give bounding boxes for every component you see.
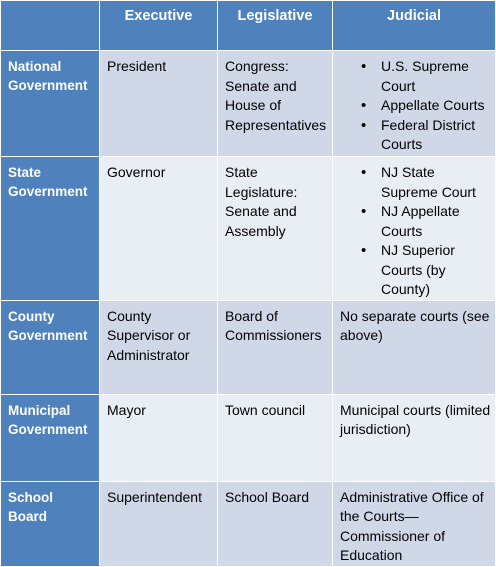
- cell-national-legislative: Congress: Senate and House of Representatives: [218, 51, 333, 157]
- row-municipal: [1, 394, 496, 481]
- row-county: [1, 300, 496, 394]
- cell-state-legislative: State Legislature: Senate and Assembly: [218, 157, 333, 301]
- list-item: • U.S. Supreme Court: [381, 57, 491, 96]
- header-executive: Executive: [100, 1, 218, 51]
- row-label-municipal: Municipal Government: [1, 394, 100, 481]
- row-label-state: State Government: [1, 157, 100, 301]
- list-item: • Appellate Courts: [381, 96, 491, 116]
- list-item: • NJ Superior Courts (by County): [381, 241, 491, 300]
- cell-municipal-executive: Mayor: [100, 394, 218, 481]
- row-school-board: [1, 481, 496, 566]
- row-label-national: National Government: [1, 51, 100, 157]
- list-item: • Federal District Courts: [381, 116, 491, 155]
- row-national: [1, 51, 496, 157]
- header-judicial: Judicial: [333, 1, 496, 51]
- header-legislative: Legislative: [218, 1, 333, 51]
- cell-school-legislative: School Board: [218, 481, 333, 566]
- cell-state-executive: Governor: [100, 157, 218, 301]
- cell-state-judicial: [333, 157, 496, 301]
- cell-municipal-judicial: Municipal courts (limited jurisdiction): [333, 394, 496, 481]
- row-label-county: County Government: [1, 300, 100, 394]
- cell-school-executive: Superintendent: [100, 481, 218, 566]
- cell-municipal-legislative: Town council: [218, 394, 333, 481]
- cell-national-judicial: [333, 51, 496, 157]
- header-corner-cell: [1, 1, 100, 51]
- row-label-school-board: School Board: [1, 481, 100, 566]
- list-item: • NJ Appellate Courts: [381, 202, 491, 241]
- cell-school-judicial: Administrative Office of the Courts—Commissioner of Education: [333, 481, 496, 566]
- row-state: [1, 157, 496, 301]
- cell-county-legislative: Board of Commissioners: [218, 300, 333, 394]
- cell-national-executive: President: [100, 51, 218, 157]
- header-row: [1, 1, 496, 51]
- cell-county-judicial: No separate courts (see above): [333, 300, 496, 394]
- list-item: • NJ State Supreme Court: [381, 163, 491, 202]
- cell-county-executive: County Supervisor or Administrator: [100, 300, 218, 394]
- national-courts-list: [340, 57, 491, 155]
- state-courts-list: [340, 163, 491, 300]
